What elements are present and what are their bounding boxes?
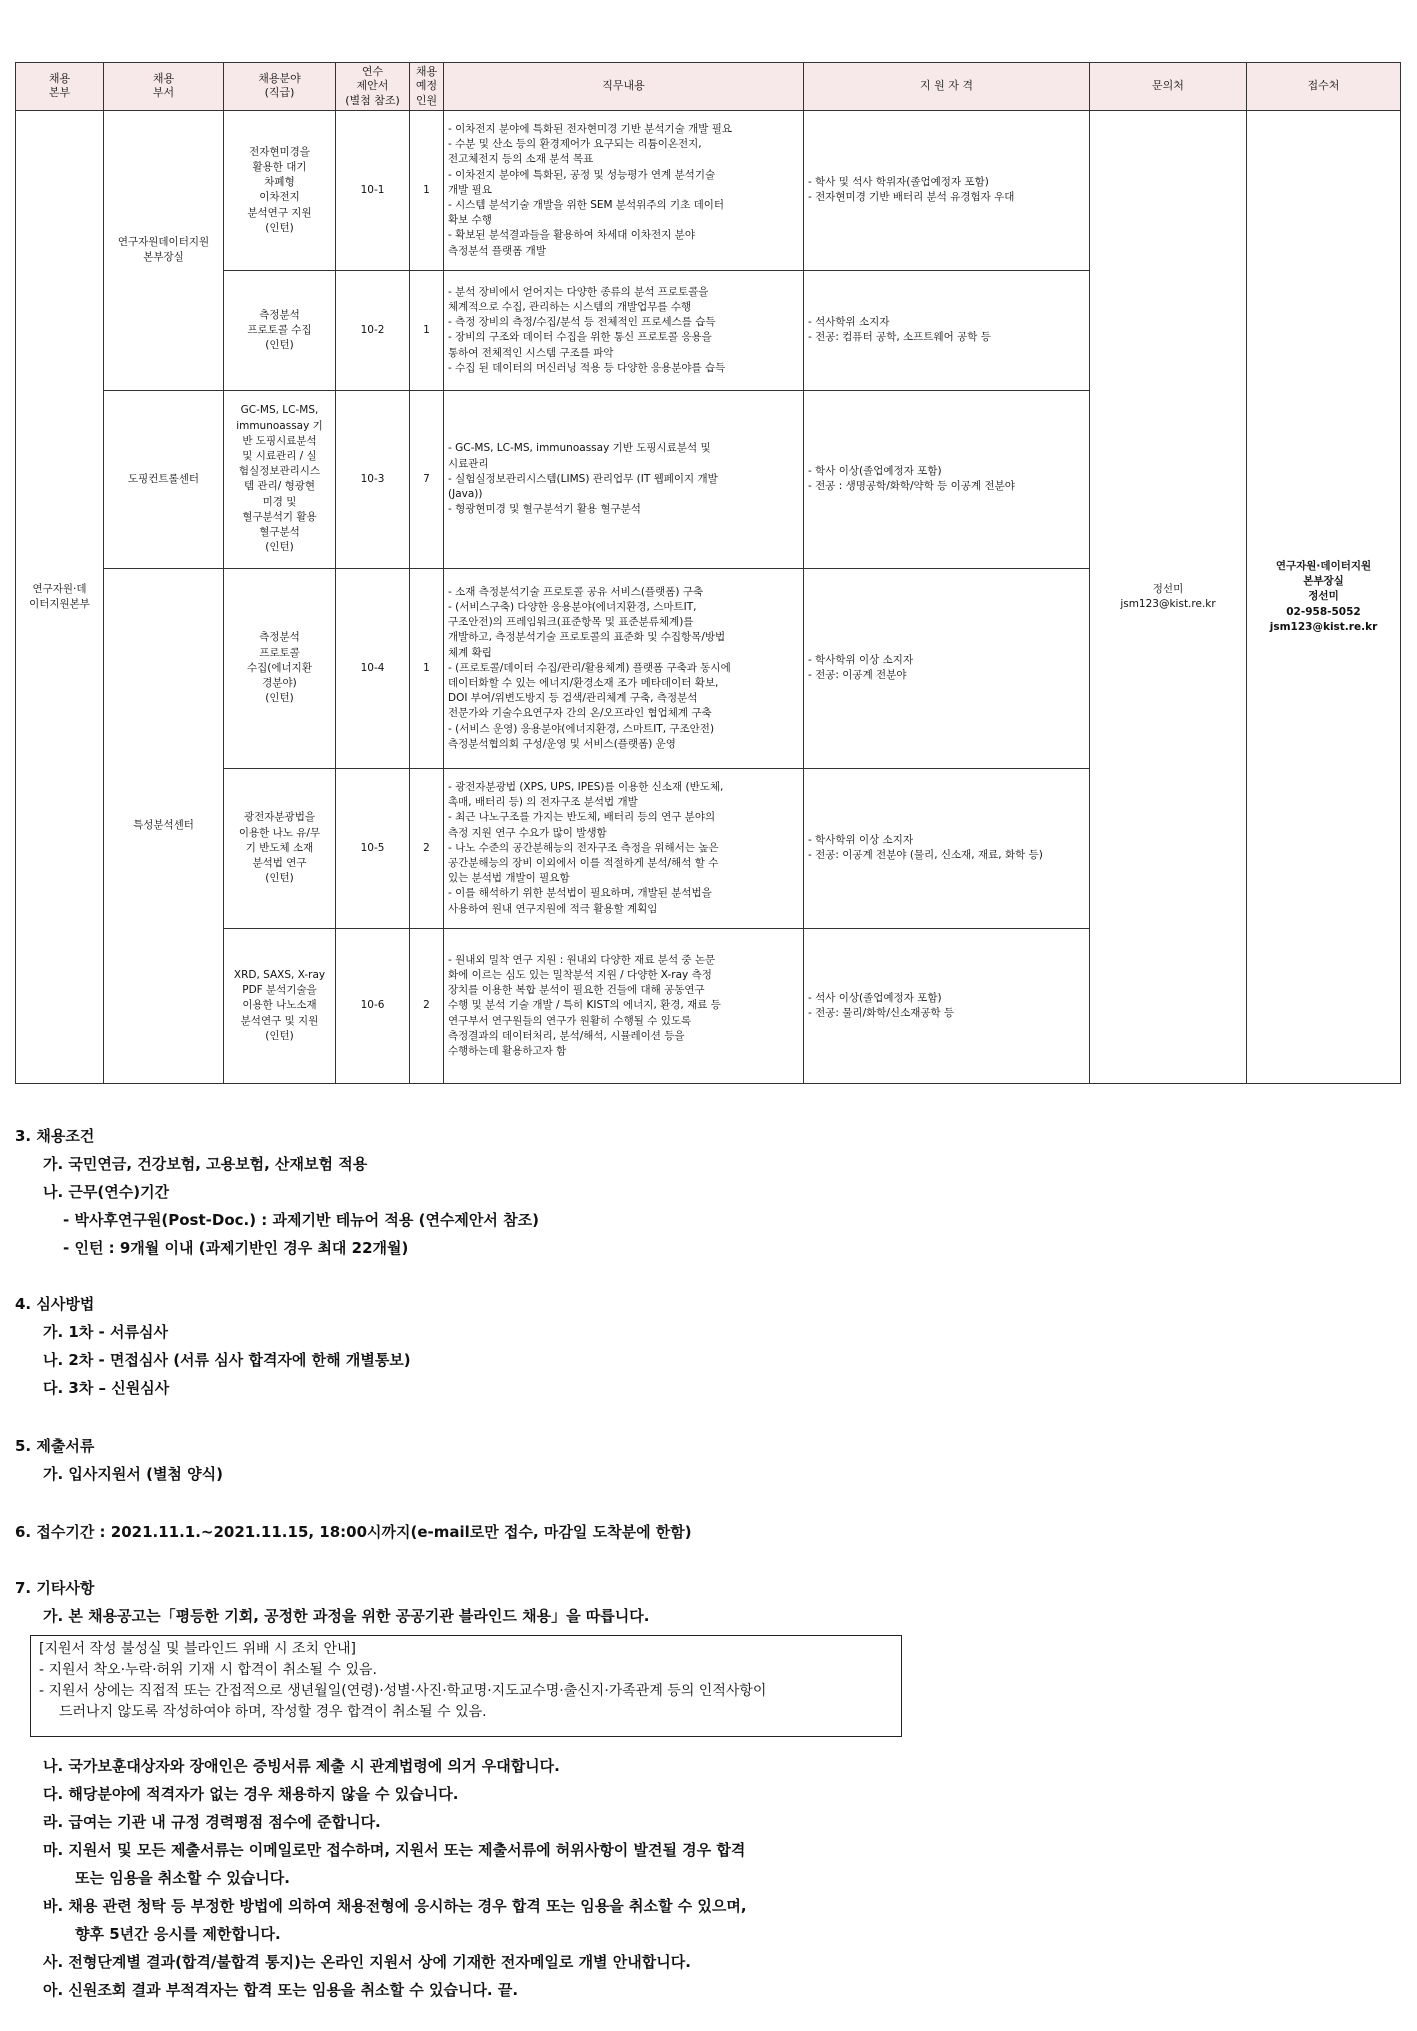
cell-line: - 전공: 이공계 전분야 — [808, 669, 907, 682]
cell-line: 개발하고, 측정분석기술 프로토콜의 표준화 및 수집항목/방법 — [448, 631, 726, 644]
recruitment-table — [15, 62, 1401, 1084]
cell-line: 체계적으로 수집, 관리하는 시스템의 개발업무를 수행 — [448, 300, 692, 313]
cell-line: - 전공: 컴퓨터 공학, 소프트웨어 공학 등 — [808, 331, 991, 344]
section-3-item-b2: - 인턴 : 9개월 이내 (과제기반인 경우 최대 22개월) — [63, 1239, 409, 1257]
cell-line: 구조안전)의 프레임워크(표준항목 및 표준분류체계)를 — [448, 616, 694, 629]
duties-cell — [444, 568, 804, 768]
section-7-title: 7. 기타사항 — [15, 1579, 95, 1597]
field-cell: 측정분석 프로토콜 수집(에너지환 경분야) (인턴) — [224, 568, 336, 768]
cell-line: 화에 이르는 심도 있는 밀착분석 지원 / 다양한 X-ray 측정 — [448, 968, 712, 981]
headcount-cell: 2 — [410, 928, 444, 1083]
notice-line: - 지원서 착오·누락·허위 기재 시 합격이 취소될 수 있음. — [39, 1662, 378, 1678]
section-7-item-h: 아. 신원조회 결과 부적격자는 합격 또는 임용을 취소할 수 있습니다. 끝. — [43, 1981, 519, 1999]
section-7-item-f-cont: 향후 5년간 응시를 제한합니다. — [75, 1925, 281, 1943]
cell-line: 있는 분석법 개발이 필요함 — [448, 872, 570, 885]
cell-line: - GC-MS, LC-MS, immunoassay 기반 도핑시료분석 및 — [448, 442, 711, 455]
cell-line: - 최근 나노구조를 가지는 반도체, 배터리 등의 연구 분야의 — [448, 811, 716, 824]
proposal-cell: 10-1 — [336, 110, 410, 270]
cell-line: 수행하는데 활용하고자 함 — [448, 1044, 567, 1057]
cell-line: 체계 확립 — [448, 646, 492, 659]
section-5-item-a: 가. 입사지원서 (별첨 양식) — [43, 1465, 223, 1483]
cell-line: 연구자원·데이터지원 — [1275, 559, 1372, 572]
table-header-cell: 접수처 — [1247, 63, 1401, 111]
cell-line: - 소재 측정분석기술 프로토콜 공유 서비스(플랫폼) 구축 — [448, 585, 704, 598]
table-header-row — [16, 63, 1401, 111]
table-header-cell: 직무내용 — [444, 63, 804, 111]
section-5-title: 5. 제출서류 — [15, 1437, 95, 1455]
duties-cell — [444, 928, 804, 1083]
section-4-title: 4. 심사방법 — [15, 1295, 95, 1313]
field-cell: 광전자분광법을 이용한 나노 유/무 기 반도체 소재 분석법 연구 (인턴) — [224, 768, 336, 928]
inquiry-cell — [1090, 110, 1247, 1083]
cell-line: 전고체전지 등의 소재 분석 목표 — [448, 153, 594, 166]
table-header-cell: 채용분야 (직급) — [224, 63, 336, 111]
cell-line: 본부장실 — [1303, 575, 1344, 588]
cell-line: - 실험실정보관리시스템(LIMS) 관리업무 (IT 웹페이지 개발 — [448, 472, 718, 485]
section-3-item-a: 가. 국민연금, 건강보험, 고용보험, 산재보험 적용 — [43, 1155, 368, 1173]
section-4-item-b: 나. 2차 - 면접심사 (서류 심사 합격자에 한해 개별통보) — [43, 1351, 411, 1369]
cell-line: 개발 필요 — [448, 183, 492, 196]
headcount-cell: 1 — [410, 270, 444, 390]
cell-line: 전문가와 기술수요연구자 간의 온/오프라인 협업체계 구축 — [448, 707, 712, 720]
cell-line: DOI 부여/위변도방지 등 검색/관리체계 구축, 측정분석 — [448, 692, 698, 705]
qualification-cell — [804, 928, 1090, 1083]
cell-line: - 측정 장비의 측정/수집/분석 등 전체적인 프로세스를 습득 — [448, 316, 716, 329]
cell-line: 확보 수행 — [448, 214, 492, 227]
section-7-item-c: 다. 해당분야에 적격자가 없는 경우 채용하지 않을 수 있습니다. — [43, 1785, 459, 1803]
proposal-cell: 10-5 — [336, 768, 410, 928]
headcount-cell: 1 — [410, 568, 444, 768]
cell-line: 측정결과의 데이터처리, 분석/해석, 시뮬레이션 등을 — [448, 1029, 685, 1042]
department-cell: 특성분석센터 — [104, 568, 224, 1083]
cell-line: - 학사학위 이상 소지자 — [808, 654, 914, 667]
cell-line: 연구부서 연구원들의 연구가 원활히 수행될 수 있도록 — [448, 1014, 692, 1027]
table-header-cell: 문의처 — [1090, 63, 1247, 111]
cell-line: 사용하여 원내 연구지원에 적극 활용할 계획임 — [448, 902, 658, 915]
cell-line: 02-958-5052 — [1286, 605, 1361, 618]
cell-line: - 확보된 분석결과들을 활용하여 차세대 이차전지 분야 — [448, 229, 695, 242]
notice-line: 드러나지 않도록 작성하여야 하며, 작성할 경우 합격이 취소될 수 있음. — [59, 1704, 487, 1720]
reception-cell — [1247, 110, 1401, 1083]
cell-line: (Java)) — [448, 488, 483, 500]
cell-line: - 이를 해석하기 위한 분석법이 필요하며, 개발된 분석법을 — [448, 887, 712, 900]
cell-line: - 학사학위 이상 소지자 — [808, 834, 914, 847]
section-7-item-f: 바. 채용 관련 청탁 등 부정한 방법에 의하여 채용전형에 응시하는 경우 합격 또는 임용을 취소할 수 있으며, — [43, 1897, 747, 1915]
cell-line: 공간분해능의 장비 이외에서 이를 적절하게 분석/해석 할 수 — [448, 857, 719, 869]
qualification-cell — [804, 110, 1090, 270]
duties-cell — [444, 390, 804, 568]
section-7-item-e: 마. 지원서 및 모든 제출서류는 이메일로만 접수하며, 지원서 또는 제출서류에 허위사항이 발견될 경우 합격 — [43, 1841, 746, 1859]
cell-line: - 분석 장비에서 얻어지는 다양한 종류의 분석 프로토콜을 — [448, 285, 709, 298]
section-7-item-a: 가. 본 채용공고는「평등한 기회, 공정한 과정을 위한 공공기관 블라인드 채용」을 따릅니다. — [43, 1607, 650, 1625]
duties-cell — [444, 110, 804, 270]
section-4-item-c: 다. 3차 – 신원심사 — [43, 1379, 170, 1397]
proposal-cell: 10-2 — [336, 270, 410, 390]
cell-line: - 전공: 이공계 전분야 (물리, 신소재, 재료, 화학 등) — [808, 849, 1043, 862]
cell-line: 수행 및 분석 기술 개발 / 특히 KIST의 에너지, 환경, 재료 등 — [448, 999, 721, 1012]
qualification-cell — [804, 390, 1090, 568]
headcount-cell: 1 — [410, 110, 444, 270]
department-cell: 도핑컨트롤센터 — [104, 390, 224, 568]
cell-line: - (프로토콜/데이터 수집/관리/활용체계) 플랫폼 구축과 동시에 — [448, 661, 731, 674]
cell-line: 통하여 전체적인 시스템 구조를 파악 — [448, 346, 614, 359]
headcount-cell: 7 — [410, 390, 444, 568]
cell-line: 정선미 — [1308, 590, 1339, 603]
cell-line: - 시스템 분석기술 개발을 위한 SEM 분석위주의 기초 데이터 — [448, 199, 724, 211]
cell-line: - 원내외 밀착 연구 지원 : 원내외 다양한 재료 분석 중 논문 — [448, 953, 716, 966]
field-cell: 전자현미경을 활용한 대기 차폐형 이차전지 분석연구 지원 (인턴) — [224, 110, 336, 270]
proposal-cell: 10-6 — [336, 928, 410, 1083]
cell-line: - 형광현미경 및 혈구분석기 활용 혈구분석 — [448, 503, 641, 516]
cell-line: 시료관리 — [448, 457, 489, 470]
cell-line: - 전자현미경 기반 배터리 분석 유경험자 우대 — [808, 191, 1015, 204]
table-header-cell: 채용 부서 — [104, 63, 224, 111]
cell-line: - (서비스구축) 다양한 응용분야(에너지환경, 스마트IT, — [448, 600, 697, 613]
section-3-item-b1: - 박사후연구원(Post-Doc.) : 과제기반 테뉴어 적용 (연수제안서 참조) — [63, 1211, 539, 1229]
duties-cell — [444, 768, 804, 928]
notice-line: - 지원서 상에는 직접적 또는 간접적으로 생년월일(연령)·성별·사진·학교명·지도교수명·출신지·가족관계 등의 인적사항이 — [39, 1683, 767, 1699]
table-header-cell: 지 원 자 격 — [804, 63, 1090, 111]
qualification-cell — [804, 768, 1090, 928]
section-6-title: 6. 접수기간 : 2021.11.1.~2021.11.15, 18:00시까지(e-mail로만 접수, 마감일 도착분에 한함) — [15, 1523, 692, 1541]
qualification-cell — [804, 568, 1090, 768]
cell-line: - 석사학위 소지자 — [808, 316, 890, 329]
cell-line: - 이차전지 분야에 특화된 전자현미경 기반 분석기술 개발 필요 — [448, 122, 733, 135]
headcount-cell: 2 — [410, 768, 444, 928]
cell-line: - 이차전지 분야에 특화된, 공정 및 성능평가 연계 분석기술 — [448, 168, 716, 181]
cell-line: - 수분 및 산소 등의 환경제어가 요구되는 리튬이온전지, — [448, 138, 702, 151]
table-header-cell: 채용 본부 — [16, 63, 104, 111]
field-cell: XRD, SAXS, X-ray PDF 분석기술을 이용한 나노소재 분석연구 및 지원 (인턴) — [224, 928, 336, 1083]
section-7-item-e-cont: 또는 임용을 취소할 수 있습니다. — [75, 1869, 290, 1887]
cell-line: 장치를 이용한 복합 분석이 필요한 건들에 대해 공동연구 — [448, 984, 705, 997]
section-4-item-a: 가. 1차 - 서류심사 — [43, 1323, 168, 1341]
cell-line: - 전공: 물리/화학/신소재공학 등 — [808, 1006, 955, 1019]
table-header-cell: 연수 제안서 (별첨 참조) — [336, 63, 410, 111]
section-7-item-g: 사. 전형단계별 결과(합격/불합격 통지)는 온라인 지원서 상에 기재한 전자메일로 개별 안내합니다. — [43, 1953, 691, 1971]
division-cell: 연구자원·데 이터지원본부 — [16, 110, 104, 1083]
proposal-cell: 10-4 — [336, 568, 410, 768]
proposal-cell: 10-3 — [336, 390, 410, 568]
cell-line: - (서비스 운영) 응용분야(에너지환경, 스마트IT, 구조안전) — [448, 722, 715, 735]
notice-title: [지원서 작성 불성실 및 블라인드 위배 시 조치 안내] — [39, 1641, 357, 1657]
cell-line: 측정 지원 연구 수요가 많이 발생함 — [448, 826, 607, 839]
field-cell: GC-MS, LC-MS, immunoassay 기 반 도핑시료분석 및 시료관리 / 실 험실정보관리시스 템 관리/ 형광현 미경 및 혈구분석기 활용 혈구분석 (인턴) — [224, 390, 336, 568]
cell-line: - 석사 이상(졸업예정자 포함) — [808, 991, 942, 1004]
blind-hiring-notice-box — [30, 1635, 902, 1737]
cell-line: 촉매, 배터리 등) 의 전자구조 분석법 개발 — [448, 796, 638, 809]
section-7-item-b: 나. 국가보훈대상자와 장애인은 증빙서류 제출 시 관계법령에 의거 우대합니다. — [43, 1757, 560, 1775]
section-3-item-b: 나. 근무(연수)기간 — [43, 1183, 170, 1201]
section-3-title: 3. 채용조건 — [15, 1127, 95, 1145]
cell-line: - 장비의 구조와 데이터 수집을 위한 통신 프로토콜 응용을 — [448, 331, 712, 344]
qualification-cell — [804, 270, 1090, 390]
cell-line: - 전공 : 생명공학/화학/약학 등 이공계 전분야 — [808, 480, 1015, 493]
cell-line: jsm123@kist.re.kr — [1120, 597, 1216, 610]
table-row — [16, 110, 1401, 270]
section-7-item-d: 라. 급여는 기관 내 규정 경력평점 점수에 준합니다. — [43, 1813, 381, 1831]
table-header-cell: 채용 예정 인원 — [410, 63, 444, 111]
cell-line: 측정분석 플랫폼 개발 — [448, 244, 546, 257]
cell-line: 데이터화할 수 있는 에너지/환경소재 조가 메타데이터 확보, — [448, 677, 719, 689]
cell-line: - 광전자분광법 (XPS, UPS, IPES)를 이용한 신소재 (반도체, — [448, 780, 724, 793]
cell-line: - 수집 된 데이터의 머신러닝 적용 등 다양한 응용분야를 습득 — [448, 361, 726, 374]
cell-line: 정선미 — [1152, 582, 1184, 595]
cell-line: 측정분석협의회 구성/운영 및 서비스(플랫폼) 운영 — [448, 737, 676, 750]
cell-line: - 학사 및 석사 학위자(졸업예정자 포함) — [808, 176, 989, 189]
cell-line: jsm123@kist.re.kr — [1269, 620, 1378, 633]
duties-cell — [444, 270, 804, 390]
cell-line: - 학사 이상(졸업예정자 포함) — [808, 465, 942, 478]
field-cell: 측정분석 프로토콜 수집 (인턴) — [224, 270, 336, 390]
cell-line: - 나노 수준의 공간분해능의 전자구조 측정을 위해서는 높은 — [448, 841, 719, 854]
department-cell: 연구자원데이터지원 본부장실 — [104, 110, 224, 390]
